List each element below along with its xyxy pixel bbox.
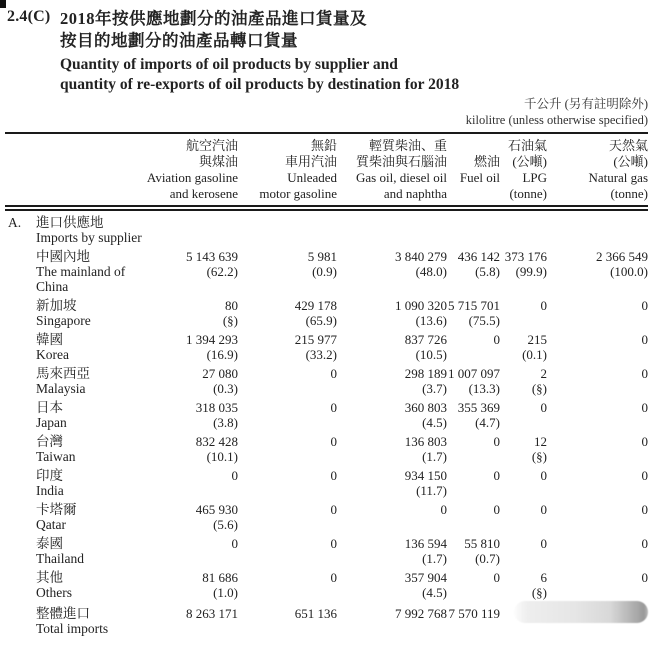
value-cell bbox=[547, 468, 648, 498]
cell-percentage: (§) bbox=[222, 313, 238, 328]
title-lines bbox=[60, 8, 459, 95]
cell-percentage: (13.3) bbox=[468, 381, 500, 396]
row-label bbox=[5, 434, 155, 464]
cell-percentage: (5.6) bbox=[213, 517, 238, 532]
cell-percentage: (100.0) bbox=[610, 264, 648, 279]
cell-value: 0 bbox=[493, 468, 500, 483]
column-header-line: Aviation gasoline bbox=[146, 170, 238, 185]
cell-value: 0 bbox=[330, 468, 337, 483]
column-header-line: (公噸) bbox=[512, 154, 547, 169]
column-header-aviation-gasoline-kerosene bbox=[146, 138, 238, 202]
cell-value: 0 bbox=[330, 502, 337, 517]
title-en-line2: quantity of re-exports of oil products by destination for 2018 bbox=[60, 76, 460, 93]
cell-value: 7 570 119 bbox=[448, 606, 500, 621]
value-cell bbox=[500, 366, 547, 396]
column-header-line: 與煤油 bbox=[198, 154, 238, 169]
title-en-line1: Quantity of imports of oil products by supplier and bbox=[60, 56, 398, 73]
cell-percentage: (4.5) bbox=[422, 415, 447, 430]
table-reference: 2.4(C) bbox=[7, 8, 51, 25]
cell-value: 0 bbox=[330, 536, 337, 551]
cell-value: 0 bbox=[330, 366, 337, 381]
header-bottom-rule bbox=[5, 205, 648, 211]
value-cell bbox=[447, 298, 500, 328]
cell-value: 80 bbox=[225, 298, 238, 313]
row-label-zh: 泰國 bbox=[36, 536, 63, 551]
row-label-en: Japan bbox=[36, 415, 67, 430]
value-cell bbox=[500, 249, 547, 294]
value-cell bbox=[337, 606, 447, 636]
cell-percentage: (62.2) bbox=[206, 264, 238, 279]
row-label-zh: 整體進口 bbox=[36, 606, 90, 621]
cell-value: 0 bbox=[540, 536, 547, 551]
table-row-thailand bbox=[5, 536, 648, 566]
row-label-en: India bbox=[36, 483, 64, 498]
value-cell bbox=[155, 606, 238, 636]
value-cell bbox=[447, 249, 500, 294]
cell-value: 5 981 bbox=[307, 249, 337, 264]
value-cell bbox=[238, 249, 337, 294]
cell-value: 6 bbox=[540, 570, 547, 585]
section-label-zh: 進口供應地 bbox=[36, 215, 104, 230]
value-cell bbox=[500, 400, 547, 430]
cell-percentage: (0.3) bbox=[213, 381, 238, 396]
section-labels bbox=[36, 215, 142, 245]
cell-value: 0 bbox=[330, 570, 337, 585]
cell-percentage: (48.0) bbox=[415, 264, 447, 279]
header-label-spacer bbox=[5, 138, 155, 202]
row-label-zh: 其他 bbox=[36, 570, 63, 585]
cell-value: 0 bbox=[540, 468, 547, 483]
table-header-row bbox=[5, 134, 648, 205]
table-row-others bbox=[5, 570, 648, 600]
cell-value: 0 bbox=[641, 536, 648, 551]
value-cell bbox=[238, 570, 337, 600]
column-header-unleaded-motor-gasoline bbox=[238, 138, 337, 202]
value-cell bbox=[155, 570, 238, 600]
cell-value: 81 686 bbox=[202, 570, 238, 585]
cell-percentage: (99.9) bbox=[515, 264, 547, 279]
row-label bbox=[5, 298, 155, 328]
title-zh-line2: 按目的地劃分的油產品轉口貨量 bbox=[60, 30, 298, 50]
value-cell bbox=[447, 366, 500, 396]
value-cell bbox=[447, 570, 500, 600]
value-cell bbox=[337, 249, 447, 294]
row-label-en: Total imports bbox=[36, 621, 109, 636]
title-zh-line1: 2018年按供應地劃分的油產品進口貨量及 bbox=[60, 9, 367, 28]
table-row-korea bbox=[5, 332, 648, 362]
cell-percentage: (10.5) bbox=[415, 347, 447, 362]
column-header-natural-gas bbox=[547, 138, 648, 202]
row-label-zh: 日本 bbox=[36, 400, 63, 415]
value-cell bbox=[238, 606, 337, 636]
row-label-zh: 新加坡 bbox=[36, 298, 77, 313]
cell-value: 318 035 bbox=[195, 400, 238, 415]
column-header-line: 輕質柴油、重 bbox=[368, 138, 447, 153]
table-row-qatar bbox=[5, 502, 648, 532]
value-cell bbox=[238, 332, 337, 362]
row-label-zh: 韓國 bbox=[36, 332, 63, 347]
value-cell bbox=[547, 298, 648, 328]
value-cell bbox=[155, 434, 238, 464]
cell-value: 5 143 639 bbox=[186, 249, 238, 264]
row-label-en: Malaysia bbox=[36, 381, 86, 396]
value-cell bbox=[500, 536, 547, 566]
value-cell bbox=[238, 468, 337, 498]
cell-percentage: (5.8) bbox=[475, 264, 500, 279]
cell-value: 373 176 bbox=[504, 249, 547, 264]
row-label-en: Others bbox=[36, 585, 72, 600]
column-header-line: Unleaded bbox=[287, 170, 337, 185]
column-header-line: and naphtha bbox=[383, 186, 447, 201]
column-header-line: (tonne) bbox=[509, 186, 547, 201]
value-cell bbox=[500, 502, 547, 532]
cell-value: 1 394 293 bbox=[186, 332, 238, 347]
cell-value: 27 080 bbox=[202, 366, 238, 381]
cell-value: 0 bbox=[493, 502, 500, 517]
value-cell bbox=[337, 434, 447, 464]
column-header-line: 無鉛 bbox=[310, 138, 337, 153]
cell-value: 12 bbox=[534, 434, 547, 449]
cell-percentage: (33.2) bbox=[305, 347, 337, 362]
row-label-en: Qatar bbox=[36, 517, 66, 532]
cell-percentage: (0.9) bbox=[312, 264, 337, 279]
cell-value: 651 136 bbox=[294, 606, 337, 621]
cell-value: 0 bbox=[540, 400, 547, 415]
cell-value: 0 bbox=[641, 400, 648, 415]
cell-percentage: (13.6) bbox=[415, 313, 447, 328]
imports-table bbox=[5, 132, 648, 640]
row-label bbox=[5, 468, 155, 498]
column-header-line: 天然氣 bbox=[608, 138, 648, 153]
cell-percentage: (10.1) bbox=[206, 449, 238, 464]
cell-percentage: (§) bbox=[531, 381, 547, 396]
row-label bbox=[5, 332, 155, 362]
cell-percentage: (4.7) bbox=[475, 415, 500, 430]
unit-note-zh: 千公升 (另有註明除外) bbox=[524, 97, 648, 111]
cell-percentage: (3.7) bbox=[422, 381, 447, 396]
cell-value: 0 bbox=[330, 434, 337, 449]
cell-percentage: (1.7) bbox=[422, 551, 447, 566]
cell-value: 0 bbox=[641, 434, 648, 449]
table-row-japan bbox=[5, 400, 648, 430]
cell-value: 0 bbox=[641, 502, 648, 517]
row-label-zh: 印度 bbox=[36, 468, 63, 483]
row-label bbox=[5, 606, 155, 636]
value-cell bbox=[337, 502, 447, 532]
column-header-line: 燃油 bbox=[473, 154, 500, 169]
cell-percentage: (0.7) bbox=[475, 551, 500, 566]
cell-value: 1 090 320 bbox=[395, 298, 447, 313]
cell-value: 215 977 bbox=[294, 332, 337, 347]
value-cell bbox=[238, 366, 337, 396]
cell-value: 0 bbox=[641, 366, 648, 381]
value-cell bbox=[155, 366, 238, 396]
cell-value: 5 715 701 bbox=[448, 298, 500, 313]
value-cell bbox=[337, 332, 447, 362]
table-row-the-mainland-of-china bbox=[5, 249, 648, 294]
value-cell bbox=[547, 502, 648, 532]
column-header-line: Fuel oil bbox=[459, 170, 500, 185]
value-cell bbox=[155, 468, 238, 498]
value-cell bbox=[447, 434, 500, 464]
row-label-zh: 馬來西亞 bbox=[36, 366, 90, 381]
value-cell bbox=[238, 400, 337, 430]
column-header-line: Gas oil, diesel oil bbox=[356, 170, 447, 185]
column-header-line: 車用汽油 bbox=[284, 154, 337, 169]
cell-percentage: (65.9) bbox=[305, 313, 337, 328]
value-cell bbox=[337, 400, 447, 430]
value-cell bbox=[447, 536, 500, 566]
column-header-line: and kerosene bbox=[169, 186, 238, 201]
smudge-artifact bbox=[514, 601, 648, 623]
section-id: A. bbox=[8, 215, 22, 230]
value-cell bbox=[547, 536, 648, 566]
cell-value: 0 bbox=[493, 570, 500, 585]
value-cell bbox=[337, 468, 447, 498]
unit-note bbox=[466, 97, 648, 128]
cell-value: 0 bbox=[493, 434, 500, 449]
cell-value: 0 bbox=[641, 298, 648, 313]
cell-percentage: (16.9) bbox=[206, 347, 238, 362]
value-cell bbox=[447, 332, 500, 362]
value-cell bbox=[547, 249, 648, 294]
column-header-line: Natural gas bbox=[588, 170, 648, 185]
cell-value: 1 007 097 bbox=[448, 366, 500, 381]
cell-percentage: (11.7) bbox=[416, 483, 447, 498]
row-label bbox=[5, 502, 155, 532]
value-cell bbox=[155, 332, 238, 362]
value-cell bbox=[155, 536, 238, 566]
cell-value: 298 189 bbox=[404, 366, 447, 381]
cell-value: 215 bbox=[527, 332, 547, 347]
value-cell bbox=[238, 502, 337, 532]
cell-value: 0 bbox=[231, 468, 238, 483]
row-label bbox=[5, 400, 155, 430]
value-cell bbox=[500, 434, 547, 464]
scan-corner-artifact bbox=[0, 0, 6, 8]
row-label-zh: 中國內地 bbox=[36, 249, 90, 264]
value-cell bbox=[547, 400, 648, 430]
cell-value: 0 bbox=[231, 536, 238, 551]
value-cell bbox=[238, 536, 337, 566]
row-label bbox=[5, 366, 155, 396]
value-cell bbox=[337, 366, 447, 396]
cell-value: 357 904 bbox=[404, 570, 447, 585]
cell-value: 429 178 bbox=[294, 298, 337, 313]
cell-value: 2 366 549 bbox=[596, 249, 648, 264]
cell-value: 0 bbox=[641, 570, 648, 585]
cell-value: 0 bbox=[641, 332, 648, 347]
cell-percentage: (75.5) bbox=[468, 313, 500, 328]
cell-value: 465 930 bbox=[195, 502, 238, 517]
cell-value: 8 263 171 bbox=[186, 606, 238, 621]
cell-value: 360 803 bbox=[404, 400, 447, 415]
row-label bbox=[5, 570, 155, 600]
column-header-line: LPG bbox=[522, 170, 547, 185]
unit-note-en: kilolitre (unless otherwise specified) bbox=[465, 112, 648, 127]
column-header-line bbox=[447, 186, 500, 202]
cell-percentage: (4.5) bbox=[422, 585, 447, 600]
section-label-en: Imports by supplier bbox=[36, 230, 142, 245]
cell-value: 832 428 bbox=[195, 434, 238, 449]
value-cell bbox=[547, 366, 648, 396]
value-cell bbox=[500, 468, 547, 498]
row-label-en: Taiwan bbox=[36, 449, 76, 464]
cell-value: 2 bbox=[540, 366, 547, 381]
cell-value: 0 bbox=[493, 332, 500, 347]
table-row-india bbox=[5, 468, 648, 498]
value-cell bbox=[155, 400, 238, 430]
value-cell bbox=[447, 468, 500, 498]
table-row-malaysia bbox=[5, 366, 648, 396]
table-row-singapore bbox=[5, 298, 648, 328]
title-block bbox=[7, 8, 459, 95]
value-cell bbox=[155, 249, 238, 294]
row-label bbox=[5, 536, 155, 566]
cell-value: 0 bbox=[440, 502, 447, 517]
value-cell bbox=[547, 332, 648, 362]
row-label bbox=[5, 249, 155, 294]
value-cell bbox=[337, 536, 447, 566]
table-row-taiwan bbox=[5, 434, 648, 464]
column-header-lpg bbox=[500, 138, 547, 202]
value-cell bbox=[500, 332, 547, 362]
cell-value: 7 992 768 bbox=[395, 606, 447, 621]
value-cell bbox=[547, 434, 648, 464]
cell-percentage: (1.7) bbox=[422, 449, 447, 464]
cell-percentage: (1.0) bbox=[213, 585, 238, 600]
cell-value: 0 bbox=[330, 400, 337, 415]
cell-value: 934 150 bbox=[404, 468, 447, 483]
column-header-line bbox=[447, 138, 500, 154]
cell-value: 436 142 bbox=[457, 249, 500, 264]
column-header-line: (公噸) bbox=[613, 154, 648, 169]
value-cell bbox=[155, 298, 238, 328]
section-heading bbox=[5, 215, 648, 245]
row-label-en: Singapore bbox=[36, 313, 91, 328]
value-cell bbox=[500, 298, 547, 328]
row-label-zh: 卡塔爾 bbox=[36, 502, 77, 517]
value-cell bbox=[547, 570, 648, 600]
row-label-en: Thailand bbox=[36, 551, 84, 566]
value-cell bbox=[337, 570, 447, 600]
column-header-gas-oil-diesel-naphtha bbox=[337, 138, 447, 202]
column-header-line: motor gasoline bbox=[259, 186, 337, 201]
row-label-en: The mainland of China bbox=[36, 264, 126, 294]
column-header-line: 質柴油與石腦油 bbox=[355, 154, 447, 169]
value-cell bbox=[447, 502, 500, 532]
column-header-fuel-oil bbox=[447, 138, 500, 202]
cell-value: 3 840 279 bbox=[395, 249, 447, 264]
cell-value: 136 594 bbox=[404, 536, 447, 551]
cell-value: 55 810 bbox=[464, 536, 500, 551]
row-label-en: Korea bbox=[36, 347, 69, 362]
column-header-line: 航空汽油 bbox=[185, 138, 238, 153]
cell-percentage: (§) bbox=[531, 585, 547, 600]
value-cell bbox=[500, 570, 547, 600]
cell-percentage: (0.1) bbox=[522, 347, 547, 362]
table-body bbox=[5, 249, 648, 636]
cell-percentage: (§) bbox=[531, 449, 547, 464]
value-cell bbox=[337, 298, 447, 328]
column-header-line: 石油氣 bbox=[507, 138, 547, 153]
value-cell bbox=[447, 400, 500, 430]
cell-value: 0 bbox=[540, 298, 547, 313]
value-cell bbox=[238, 298, 337, 328]
row-label-zh: 台灣 bbox=[36, 434, 63, 449]
cell-value: 136 803 bbox=[404, 434, 447, 449]
cell-value: 0 bbox=[540, 502, 547, 517]
cell-percentage: (3.8) bbox=[213, 415, 238, 430]
column-header-line: (tonne) bbox=[610, 186, 648, 201]
value-cell bbox=[238, 434, 337, 464]
value-cell bbox=[447, 606, 500, 636]
cell-value: 837 726 bbox=[404, 332, 447, 347]
cell-value: 0 bbox=[641, 468, 648, 483]
value-cell bbox=[155, 502, 238, 532]
cell-value: 355 369 bbox=[457, 400, 500, 415]
